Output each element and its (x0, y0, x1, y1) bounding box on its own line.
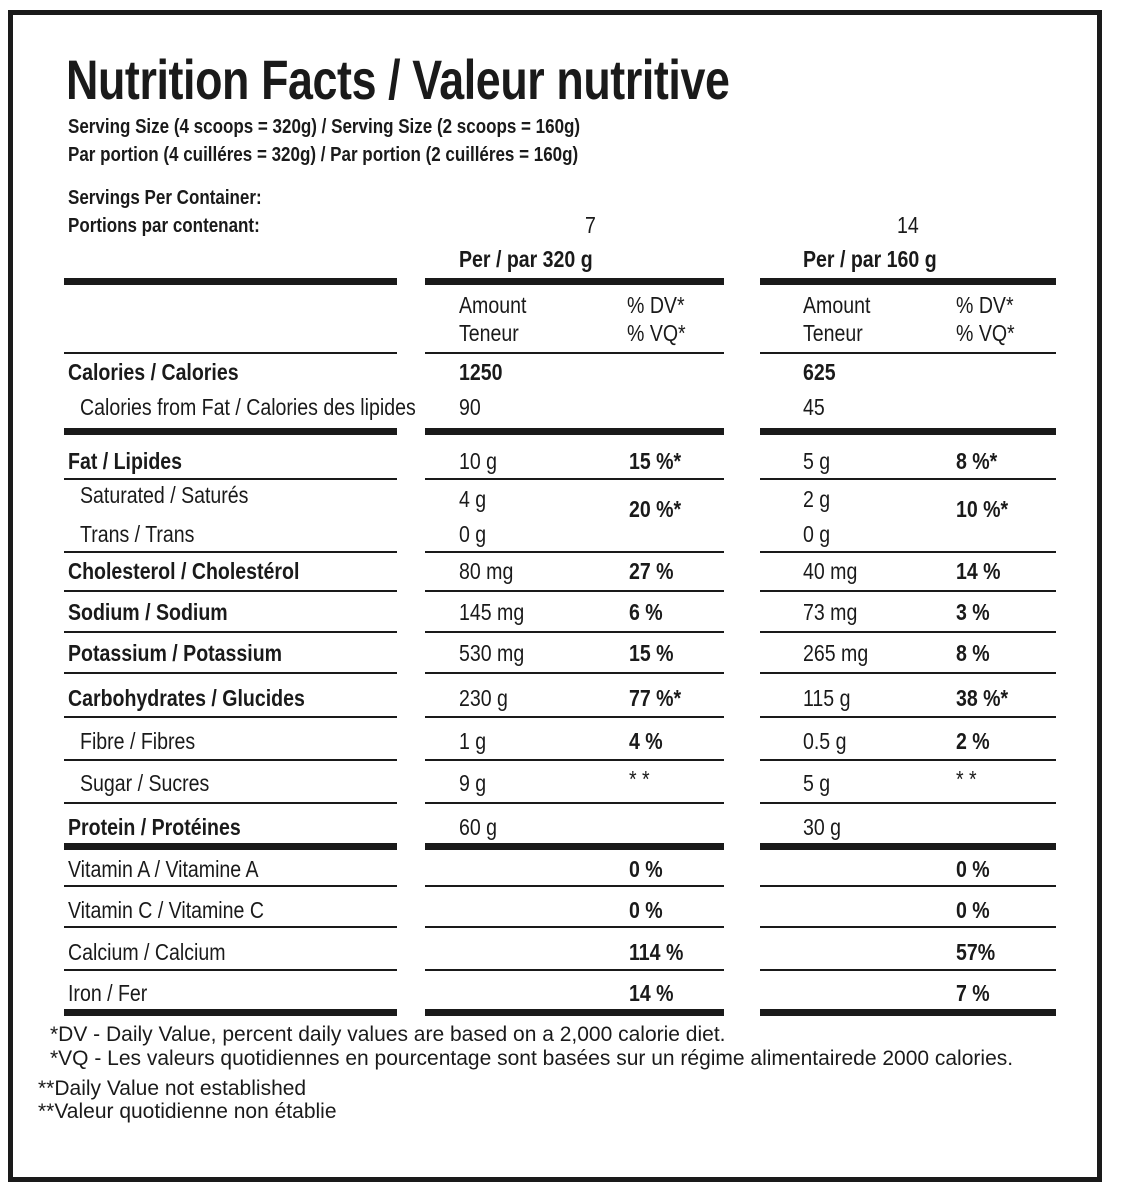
nutrient-label-saturated: Saturated / Saturés (80, 482, 249, 508)
amount-col2: 73 mg (803, 599, 858, 625)
sat-trans-dv-col2: 10 %* (956, 496, 1009, 522)
dv-col1: 0 % (629, 897, 663, 923)
rule (64, 672, 397, 674)
thick-rule (64, 1009, 397, 1016)
nutrient-label-fibre: Fibre / Fibres (80, 728, 196, 754)
nutrient-label-cholesterol: Cholesterol / Cholestérol (68, 558, 300, 584)
rule (425, 926, 724, 928)
amount-col2: 265 mg (803, 640, 869, 666)
rule (64, 716, 397, 718)
rule (760, 802, 1056, 804)
calories-fat-col1: 90 (459, 394, 481, 420)
servings-label-fr: Portions par contenant: (68, 215, 260, 237)
amount-header-col1: Amount (459, 292, 527, 318)
rule (425, 352, 724, 354)
amount-col2: 0 g (803, 521, 831, 547)
rule (760, 759, 1056, 761)
rule (760, 716, 1056, 718)
amount-col2: 30 g (803, 814, 842, 840)
per-serving-col2: Per / par 160 g (803, 246, 937, 272)
rule (425, 590, 724, 592)
vitamin-label-calcium: Calcium / Calcium (68, 939, 226, 965)
thick-rule (425, 843, 724, 850)
sat-trans-dv-col1: 20 %* (629, 496, 682, 522)
amount-col2: 115 g (803, 685, 851, 711)
dv-col2: 0 % (956, 897, 990, 923)
dv-col2: 7 % (956, 980, 990, 1006)
amount-col1: 60 g (459, 814, 498, 840)
nutrition-label (8, 10, 1102, 1182)
dv-col2: 3 % (956, 599, 990, 625)
footnote-vq: *VQ - Les valeurs quotidiennes en pourcentage sont basées sur un régime alimentairede 2000 calories. (50, 1047, 1014, 1070)
calories-fat-col2: 45 (803, 394, 825, 420)
amount-col2: 5 g (803, 448, 831, 474)
dv-col1: 114 % (629, 939, 684, 965)
rule (760, 926, 1056, 928)
thick-rule (760, 278, 1056, 285)
dv-col1: 27 % (629, 558, 674, 584)
calories-fat-label: Calories from Fat / Calories des lipides (80, 394, 416, 420)
dv-col2: 14 % (956, 558, 1001, 584)
vitamin-label-iron: Iron / Fer (68, 980, 148, 1006)
per-serving-col1: Per / par 320 g (459, 246, 593, 272)
thick-rule (425, 428, 724, 435)
amount-col1: 1 g (459, 728, 487, 754)
calories-col1: 1250 (459, 359, 503, 385)
thick-rule (64, 278, 397, 285)
rule (64, 631, 397, 633)
dv-header-col1: % DV* (627, 292, 685, 318)
dv-col2: 0 % (956, 856, 990, 882)
teneur-header-col1: Teneur (459, 320, 519, 346)
amount-col1: 230 g (459, 685, 508, 711)
dv-col2: 8 %* (956, 448, 998, 474)
amount-col1: 80 mg (459, 558, 514, 584)
amount-col1: 0 g (459, 521, 487, 547)
nutrient-label-sodium: Sodium / Sodium (68, 599, 228, 625)
dv-col2: * * (956, 766, 977, 792)
amount-col1: 145 mg (459, 599, 525, 625)
rule (760, 478, 1056, 480)
rule (425, 716, 724, 718)
amount-col2: 0.5 g (803, 728, 847, 754)
thick-rule (760, 843, 1056, 850)
rule (64, 551, 397, 553)
calories-col2: 625 (803, 359, 836, 385)
dv-col1: 6 % (629, 599, 663, 625)
thick-rule (425, 1009, 724, 1016)
rule (760, 969, 1056, 971)
rule (760, 590, 1056, 592)
vq-header-col2: % VQ* (956, 320, 1015, 346)
thick-rule (760, 428, 1056, 435)
footnote-dv: *DV - Daily Value, percent daily values are based on a 2,000 calorie diet. (50, 1023, 726, 1046)
amount-col1: 10 g (459, 448, 498, 474)
rule (760, 352, 1056, 354)
nutrient-label-protein: Protein / Protéines (68, 814, 241, 840)
rule (760, 551, 1056, 553)
calories-label: Calories / Calories (68, 359, 239, 385)
servings-count-col1: 7 (585, 212, 596, 238)
label-title: Nutrition Facts / Valeur nutritive (66, 48, 730, 111)
amount-col2: 40 mg (803, 558, 858, 584)
dv-col1: 0 % (629, 856, 663, 882)
vitamin-label-c: Vitamin C / Vitamine C (68, 897, 264, 923)
rule (64, 802, 397, 804)
dv-col2: 8 % (956, 640, 990, 666)
rule (425, 802, 724, 804)
vitamin-label-a: Vitamin A / Vitamine A (68, 856, 259, 882)
rule (425, 631, 724, 633)
rule (760, 885, 1056, 887)
nutrient-label-trans: Trans / Trans (80, 521, 195, 547)
servings-count-col2: 14 (897, 212, 919, 238)
teneur-header-col2: Teneur (803, 320, 863, 346)
rule (425, 672, 724, 674)
servings-label-en: Servings Per Container: (68, 187, 262, 209)
amount-col2: 5 g (803, 770, 831, 796)
rule (64, 352, 397, 354)
amount-col1: 9 g (459, 770, 487, 796)
thick-rule (425, 278, 724, 285)
dv-col2: 57% (956, 939, 996, 965)
dv-col1: 15 % (629, 640, 674, 666)
serving-size-en: Serving Size (4 scoops = 320g) / Serving Size (2 scoops = 160g) (68, 116, 581, 138)
amount-col1: 530 mg (459, 640, 525, 666)
rule (64, 926, 397, 928)
rule (425, 478, 724, 480)
amount-col1: 4 g (459, 486, 487, 512)
amount-col2: 2 g (803, 486, 831, 512)
rule (425, 551, 724, 553)
dv-col1: 14 % (629, 980, 674, 1006)
rule (64, 759, 397, 761)
vq-header-col1: % VQ* (627, 320, 686, 346)
dv-col1: 4 % (629, 728, 663, 754)
rule (64, 969, 397, 971)
dv-col1: 77 %* (629, 685, 682, 711)
rule (425, 969, 724, 971)
nutrient-label-fat: Fat / Lipides (68, 448, 183, 474)
footnote-not-established-en: **Daily Value not established (38, 1077, 307, 1100)
rule (64, 478, 397, 480)
footnote-not-established-fr: **Valeur quotidienne non établie (38, 1100, 337, 1123)
nutrient-label-carbohydrates: Carbohydrates / Glucides (68, 685, 305, 711)
amount-header-col2: Amount (803, 292, 871, 318)
dv-col2: 38 %* (956, 685, 1009, 711)
rule (760, 672, 1056, 674)
rule (425, 885, 724, 887)
thick-rule (760, 1009, 1056, 1016)
thick-rule (64, 428, 397, 435)
rule (64, 590, 397, 592)
dv-col1: * * (629, 766, 650, 792)
dv-col1: 15 %* (629, 448, 682, 474)
thick-rule (64, 843, 397, 850)
rule (64, 885, 397, 887)
nutrient-label-potassium: Potassium / Potassium (68, 640, 283, 666)
dv-header-col2: % DV* (956, 292, 1014, 318)
nutrient-label-sugar: Sugar / Sucres (80, 770, 210, 796)
rule (425, 759, 724, 761)
rule (760, 631, 1056, 633)
dv-col2: 2 % (956, 728, 990, 754)
serving-size-fr: Par portion (4 cuilléres = 320g) / Par portion (2 cuilléres = 160g) (68, 144, 579, 166)
